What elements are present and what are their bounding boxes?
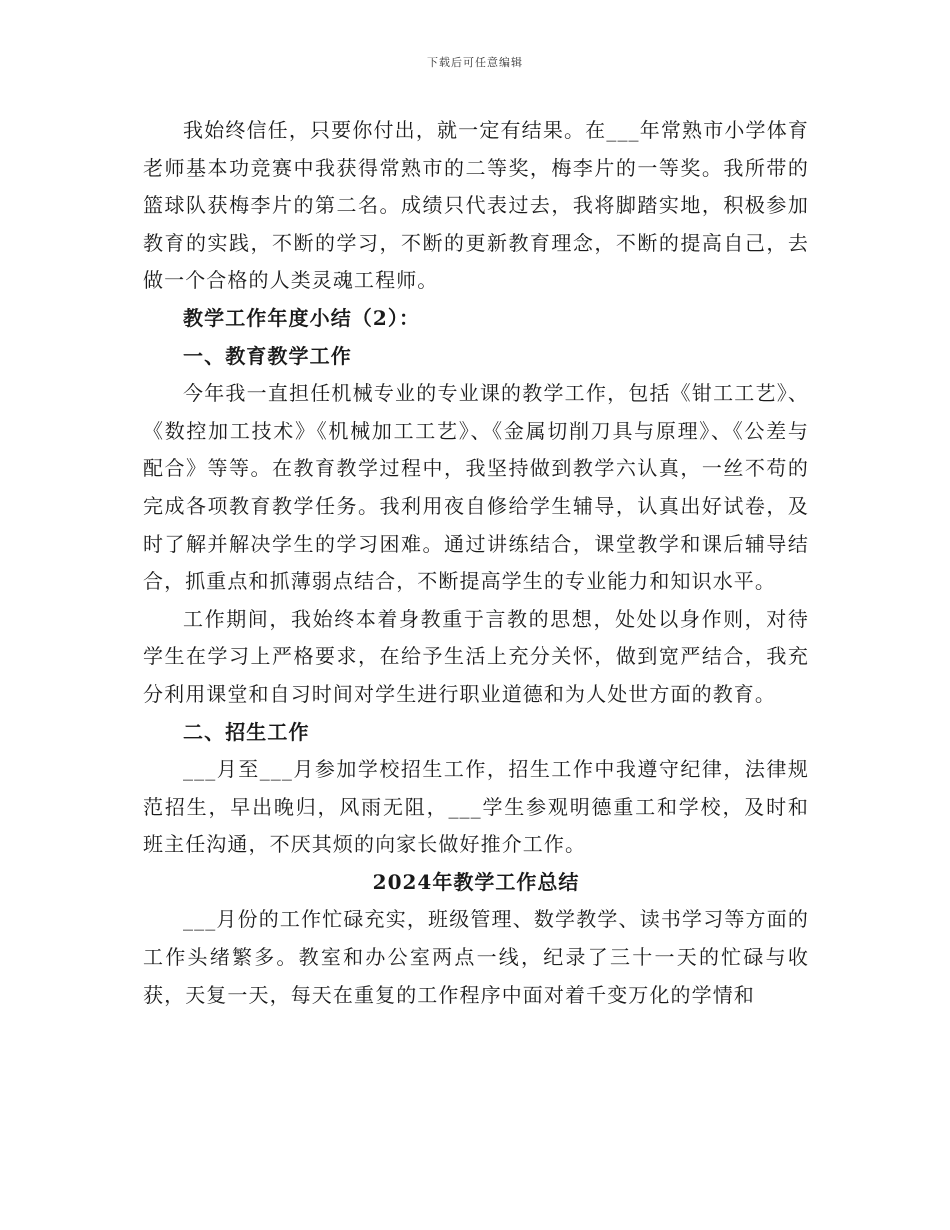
paragraph-monthly-work: ___月份的工作忙碌充实，班级管理、数学教学、读书学习等方面的工作头绪繁多。教室和办公室两点一线，纪录了三十一天的忙碌与收获，天复一天，每天在重复的工作程序中面对着千变万化的学情和: [143, 907, 809, 1007]
document-title-2024: 2024年教学工作总结: [372, 869, 580, 894]
section-heading-teaching: 一、教育教学工作: [183, 343, 352, 368]
section-heading-enrollment: 二、招生工作: [183, 719, 310, 744]
document-body: [143, 112, 809, 1014]
paragraph-enrollment: ___月至___月参加学校招生工作，招生工作中我遵守纪律，法律规范招生，早出晚归，风雨无阻，___学生参观明德重工和学校，及时和班主任沟通，不厌其烦的向家长做好推介工作。: [143, 757, 809, 857]
section-title-summary-2: 教学工作年度小结（2）：: [183, 305, 421, 330]
paragraph-teaching-work: 今年我一直担任机械专业的专业课的教学工作，包括《钳工工艺》、《数控加工技术》《机械加工工艺》、《金属切削刀具与原理》、《公差与配合》等等。在教育教学过程中，我坚持做到教学六认真，一丝不苟的完成各项教育教学任务。我利用夜自修给学生辅导，认真出好试卷，及时了解并解决学生的学习困难。通过讲练结合，课堂教学和课后辅导结合，抓重点和抓薄弱点结合，不断提高学生的专业能力和知识水平。: [143, 381, 809, 594]
page-header: 下载后可任意编辑: [427, 56, 523, 69]
paragraph-work-period: 工作期间，我始终本着身教重于言教的思想，处处以身作则，对待学生在学习上严格要求，在给予生活上充分关怀，做到宽严结合，我充分利用课堂和自习时间对学生进行职业道德和为人处世方面的教育。: [143, 606, 809, 706]
paragraph-results: 我始终信任，只要你付出，就一定有结果。在___年常熟市小学体育老师基本功竞赛中我获得常熟市的二等奖，梅李片的一等奖。我所带的篮球队获梅李片的第二名。成绩只代表过去，我将脚踏实地，积极参加教育的实践，不断的学习，不断的更新教育理念，不断的提高自己，去做一个合格的人类灵魂工程师。: [143, 118, 809, 293]
